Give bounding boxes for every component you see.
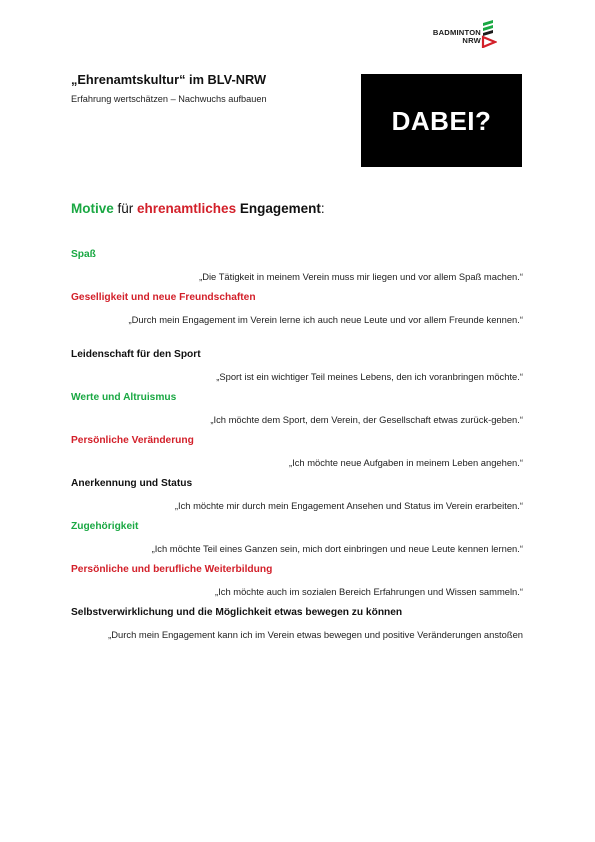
motive-quote: „Ich möchte dem Sport, dem Verein, der Gesellschaft etwas zurück-geben.“: [210, 414, 523, 425]
motive-title: Werte und Altruismus: [71, 392, 177, 403]
motive-quote: „Ich möchte mir durch mein Engagement Ansehen und Status im Verein erarbeiten.“: [174, 500, 523, 511]
motive-quote: „Sport ist ein wichtiger Teil meines Lebens, den ich voranbringen möchte.“: [216, 371, 523, 382]
motive-title: Selbstverwirklichung und die Möglichkeit etwas bewegen zu können: [71, 607, 403, 618]
dabei-text: DABEI?: [391, 106, 492, 136]
page-title: „Ehrenamtskultur“ im BLV-NRW: [71, 72, 267, 87]
motive-quote: „Ich möchte Teil eines Ganzen sein, mich dort einbringen und neue Leute kennen lernen.“: [151, 543, 523, 554]
motive-title: Anerkennung und Status: [71, 478, 193, 489]
motive-quote: „Durch mein Engagement kann ich im Verein etwas bewegen und positive Veränderungen anstoßen: [108, 629, 523, 640]
heading-ehrenamtliches: ehrenamtliches: [137, 201, 237, 216]
motive-title: Leidenschaft für den Sport: [71, 349, 201, 360]
section-heading: [71, 201, 325, 216]
badminton-nrw-logo: [423, 18, 503, 50]
heading-fuer: für: [113, 201, 138, 216]
heading-colon: :: [320, 201, 325, 216]
motive-quote: „Ich möchte auch im sozialen Bereich Erfahrungen und Wissen sammeln.“: [215, 586, 523, 597]
motive-quote: „Durch mein Engagement im Verein lerne ich auch neue Leute und vor allem Freunde kennen.“: [128, 314, 523, 325]
logo-text-line1: BADMINTON: [432, 28, 481, 37]
heading-engagement: Engagement: [236, 201, 321, 216]
logo-text-line2: NRW: [462, 36, 481, 45]
motive-title: Persönliche und berufliche Weiterbildung: [71, 564, 273, 575]
motive-title: Geselligkeit und neue Freundschaften: [71, 292, 256, 303]
motive-title: Spaß: [71, 249, 96, 260]
dabei-banner: [361, 74, 522, 167]
logo-mark-icon: [481, 20, 497, 48]
page-subtitle: Erfahrung wertschätzen – Nachwuchs aufbauen: [71, 94, 267, 104]
motive-title: Zugehörigkeit: [71, 521, 139, 532]
motive-quote: „Ich möchte neue Aufgaben in meinem Leben angehen.“: [288, 457, 523, 468]
motive-quote: „Die Tätigkeit in meinem Verein muss mir liegen und vor allem Spaß machen.“: [199, 271, 523, 282]
motive-title: Persönliche Veränderung: [71, 435, 194, 446]
heading-motive: Motive: [71, 201, 114, 216]
